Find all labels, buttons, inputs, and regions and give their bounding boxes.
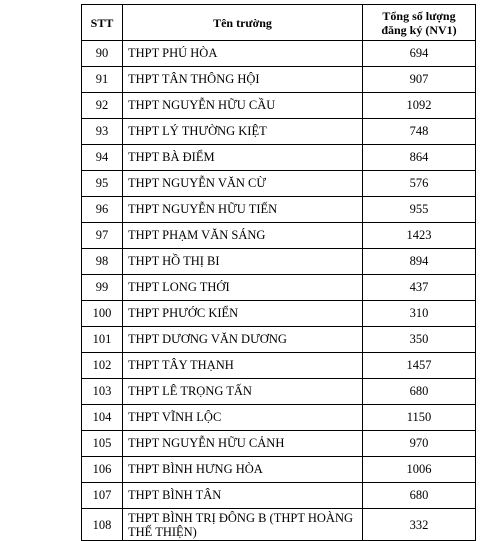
row-registration-count: 332 xyxy=(363,509,476,541)
table-row xyxy=(82,119,476,145)
row-registration-count: 680 xyxy=(363,483,476,509)
row-school-name: THPT NGUYỄN HỮU TIẾN xyxy=(123,197,363,223)
row-stt: 107 xyxy=(82,483,123,509)
row-registration-count: 1457 xyxy=(363,353,476,379)
table-row xyxy=(82,405,476,431)
table-row xyxy=(82,171,476,197)
row-stt: 95 xyxy=(82,171,123,197)
row-registration-count: 576 xyxy=(363,171,476,197)
row-school-name: THPT TÂY THẠNH xyxy=(123,353,363,379)
row-school-name: THPT DƯƠNG VĂN DƯƠNG xyxy=(123,327,363,353)
row-stt: 98 xyxy=(82,249,123,275)
row-school-name: THPT LÊ TRỌNG TẤN xyxy=(123,379,363,405)
row-stt: 108 xyxy=(82,509,123,541)
row-registration-count: 350 xyxy=(363,327,476,353)
school-registration-table xyxy=(81,4,476,541)
row-registration-count: 694 xyxy=(363,41,476,67)
row-registration-count: 1006 xyxy=(363,457,476,483)
row-registration-count: 1092 xyxy=(363,93,476,119)
row-stt: 97 xyxy=(82,223,123,249)
row-stt: 94 xyxy=(82,145,123,171)
table-row xyxy=(82,431,476,457)
row-stt: 96 xyxy=(82,197,123,223)
header-count-line1: Tổng số lượng xyxy=(382,8,456,23)
table-row xyxy=(82,509,476,541)
row-registration-count: 907 xyxy=(363,67,476,93)
row-school-name: THPT BÌNH TÂN xyxy=(123,483,363,509)
row-stt: 90 xyxy=(82,41,123,67)
row-school-name: THPT TÂN THÔNG HỘI xyxy=(123,67,363,93)
table-row xyxy=(82,353,476,379)
row-school-name: THPT PHƯỚC KIỂN xyxy=(123,301,363,327)
row-stt: 99 xyxy=(82,275,123,301)
header-registration-count xyxy=(363,5,476,41)
row-stt: 106 xyxy=(82,457,123,483)
row-registration-count: 955 xyxy=(363,197,476,223)
row-school-name: THPT NGUYỄN HỮU CẢNH xyxy=(123,431,363,457)
row-school-name: THPT BÌNH TRỊ ĐÔNG B (THPT HOÀNG THẾ THIỆN) xyxy=(123,509,363,541)
table-row xyxy=(82,197,476,223)
table-row xyxy=(82,145,476,171)
table-row xyxy=(82,327,476,353)
row-registration-count: 894 xyxy=(363,249,476,275)
row-registration-count: 864 xyxy=(363,145,476,171)
header-count-line2: đăng ký (NV1) xyxy=(381,22,457,37)
row-school-name: THPT VĨNH LỘC xyxy=(123,405,363,431)
table-row xyxy=(82,379,476,405)
row-school-name: THPT NGUYỄN HỮU CẦU xyxy=(123,93,363,119)
header-row xyxy=(82,5,476,41)
row-registration-count: 1150 xyxy=(363,405,476,431)
row-stt: 102 xyxy=(82,353,123,379)
row-stt: 104 xyxy=(82,405,123,431)
row-school-name: THPT BÌNH HƯNG HÒA xyxy=(123,457,363,483)
row-registration-count: 1423 xyxy=(363,223,476,249)
row-stt: 105 xyxy=(82,431,123,457)
table-row xyxy=(82,483,476,509)
header-school-name: Tên trường xyxy=(123,5,363,41)
row-school-name: THPT LÝ THƯỜNG KIỆT xyxy=(123,119,363,145)
row-school-name: THPT PHÚ HÒA xyxy=(123,41,363,67)
table-row xyxy=(82,301,476,327)
row-stt: 92 xyxy=(82,93,123,119)
table-row xyxy=(82,275,476,301)
row-stt: 100 xyxy=(82,301,123,327)
table-row xyxy=(82,67,476,93)
row-registration-count: 437 xyxy=(363,275,476,301)
row-school-name: THPT BÀ ĐIỂM xyxy=(123,145,363,171)
table-row xyxy=(82,223,476,249)
row-school-name: THPT HỒ THỊ BI xyxy=(123,249,363,275)
row-school-name: THPT PHẠM VĂN SÁNG xyxy=(123,223,363,249)
row-school-name: THPT LONG THỚI xyxy=(123,275,363,301)
table-row xyxy=(82,249,476,275)
row-registration-count: 748 xyxy=(363,119,476,145)
table-row xyxy=(82,93,476,119)
row-registration-count: 970 xyxy=(363,431,476,457)
row-registration-count: 310 xyxy=(363,301,476,327)
row-stt: 93 xyxy=(82,119,123,145)
row-stt: 103 xyxy=(82,379,123,405)
table-row xyxy=(82,41,476,67)
row-school-name: THPT NGUYỄN VĂN CỪ xyxy=(123,171,363,197)
row-stt: 101 xyxy=(82,327,123,353)
row-stt: 91 xyxy=(82,67,123,93)
row-registration-count: 680 xyxy=(363,379,476,405)
header-stt: STT xyxy=(82,5,123,41)
table-row xyxy=(82,457,476,483)
